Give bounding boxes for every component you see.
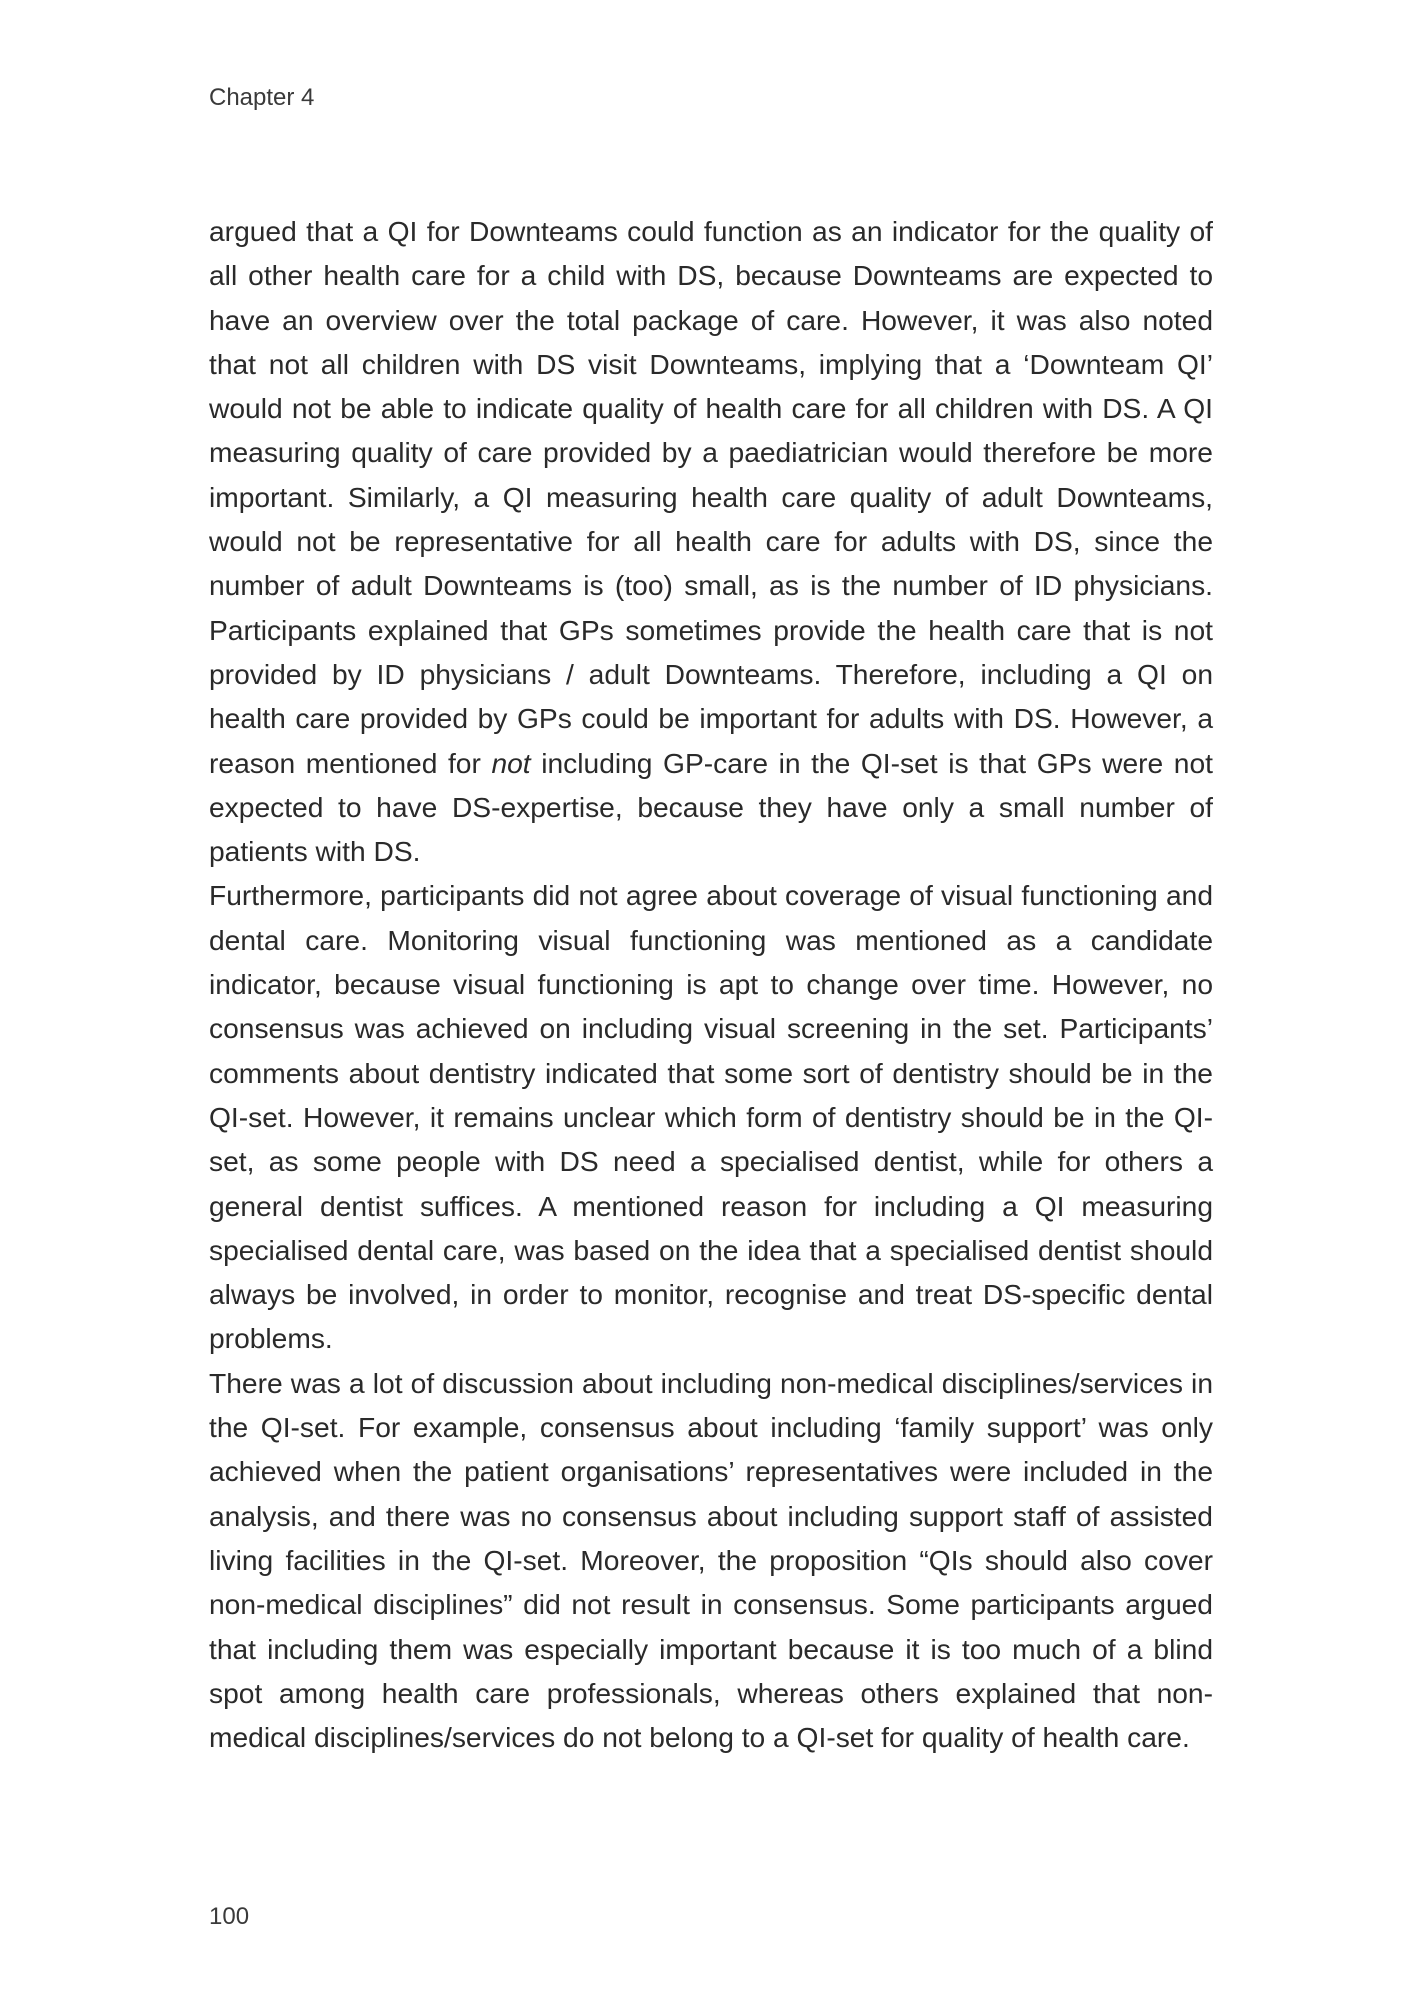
running-header: Chapter 4	[209, 84, 315, 111]
paragraph-1	[209, 209, 1213, 873]
body-text	[209, 209, 1213, 1759]
paragraph-1-text-before: argued that a QI for Downteams could function as an indicator for the quality of all other health care for a child with DS, because Downteams are expected to have an overview over the total package of care. However, it was also noted that not all children with DS visit Downteams, implying that a ‘Downteam QI’ would not be able to indicate quality of health care for all children with DS. A QI measuring quality of care provided by a paediatrician would therefore be more important. Similarly, a QI measuring health care quality of adult Downteams, would not be representative for all health care for adults with DS, since the number of adult Downteams is (too) small, as is the number of ID physicians. Participants explained that GPs sometimes provide the health care that is not provided by ID physicians / adult Downteams. Therefore, including a QI on health care provided by GPs could be important for adults with DS. However, a reason mentioned for	[209, 215, 1213, 779]
paragraph-1-emphasis: not	[491, 746, 531, 779]
paragraph-3: There was a lot of discussion about including non-medical disciplines/services in the QI-set. For example, consensus about including ‘family support’ was only achieved when the patient organisations’ representatives were included in the analysis, and there was no consensus about including support staff of assisted living facilities in the QI-set. Moreover, the proposition “QIs should also cover non-medical disciplines” did not result in consensus. Some participants argued that including them was especially important because it is too much of a blind spot among health care professionals, whereas others explained that non-medical disciplines/services do not belong to a QI-set for quality of health care.	[209, 1366, 1213, 1754]
page-number: 100	[209, 1903, 250, 1930]
paragraph-2: Furthermore, participants did not agree about coverage of visual functioning and dental care. Monitoring visual functioning was mentioned as a candidate indicator, because visual functioning is apt to change over time. However, no consensus was achieved on including visual screening in the set. Participants’ comments about dentistry indicated that some sort of dentistry should be in the QI-set. However, it remains unclear which form of dentistry should be in the QI-set, as some people with DS need a specialised dentist, while for others a general dentist suffices. A mentioned reason for including a QI measuring specialised dental care, was based on the idea that a specialised dentist should always be involved, in order to monitor, recognise and treat DS-specific dental problems.	[209, 879, 1213, 1355]
paragraph-1-text-after: including GP-care in the QI-set is that GPs were not expected to have DS-expertise, because they have only a small number of patients with DS.	[209, 746, 1213, 868]
